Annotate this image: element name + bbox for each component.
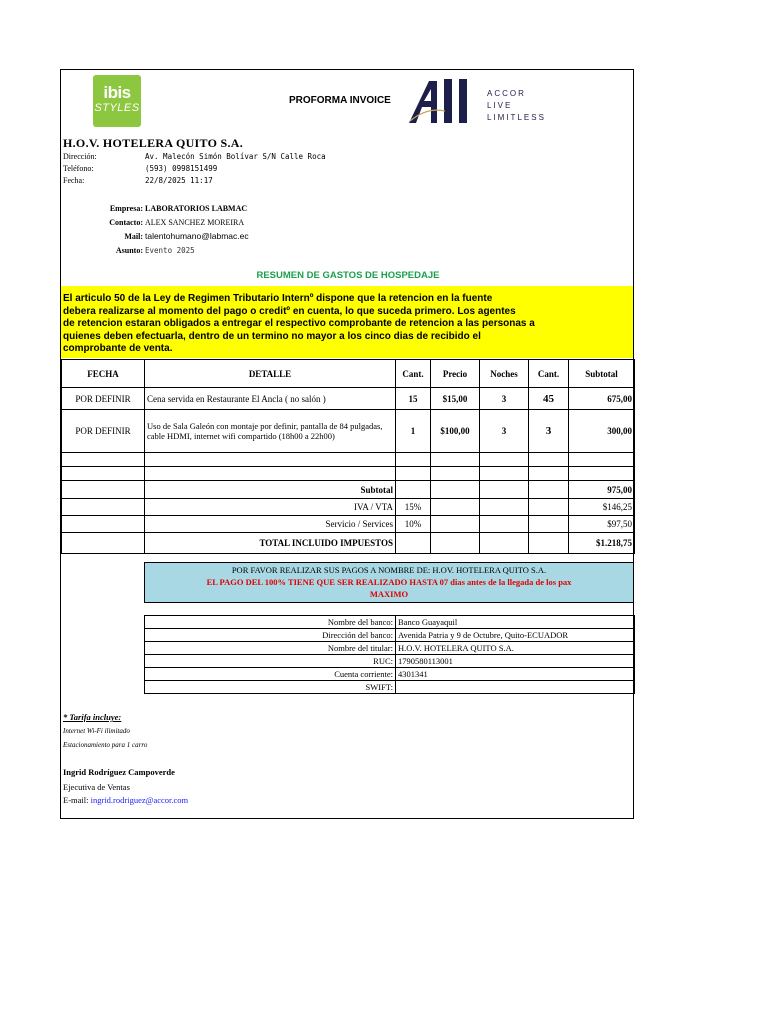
- bank-row: [145, 681, 635, 694]
- accor-tagline: [487, 88, 546, 124]
- invoice-sheet: [60, 69, 634, 819]
- cell-fecha: POR DEFINIR: [62, 388, 145, 410]
- charges-table: [61, 359, 635, 554]
- subtotal-row: [62, 481, 635, 499]
- servicio-row: [62, 516, 635, 533]
- accor-tagline-line3: LIMITLESS: [487, 113, 546, 122]
- tax-notice-line: comprobante de venta.: [63, 343, 173, 355]
- accor-tagline-line2: LIVE: [487, 101, 513, 110]
- servicio-value: $97,50: [569, 516, 635, 533]
- phone-value: (593) 0998151499: [145, 164, 218, 173]
- ruc-value: 1790580113001: [396, 655, 635, 668]
- tax-notice-line: de retencion estaran obligados a entregar el respectivo comprobante de retencion a las personas a: [63, 318, 535, 330]
- cell-cant2: 45: [529, 388, 569, 410]
- address-label: Dirección:: [63, 152, 97, 161]
- tax-notice-line: El articulo 50 de la Ley de Regimen Tributario Internº dispone que la retencion en la fuente: [63, 293, 493, 304]
- contacto-label: Contacto:: [109, 218, 143, 227]
- cell-precio: $15,00: [431, 388, 480, 410]
- col-header-cant2: Cant.: [529, 360, 569, 388]
- bank-row: [145, 655, 635, 668]
- date-label: Fecha:: [63, 176, 85, 185]
- accor-tagline-line1: ACCOR: [487, 89, 526, 98]
- subtotal-label: Subtotal: [145, 481, 396, 499]
- payment-warning: EL PAGO DEL 100% TIENE QUE SER REALIZADO HASTA 07 dias antes de la llegada de los pax: [206, 577, 572, 587]
- bank-row: [145, 642, 635, 655]
- mail-label: Mail:: [124, 232, 143, 241]
- ruc-label: RUC:: [145, 655, 396, 668]
- document-title: PROFORMA INVOICE: [289, 95, 391, 106]
- date-value: 22/8/2025 11:17: [145, 176, 213, 185]
- ibis-logo-line2: STYLES: [94, 102, 140, 114]
- bank-row: [145, 668, 635, 681]
- bank-address-label: Dirección del banco:: [145, 629, 396, 642]
- swift-value: [396, 681, 635, 694]
- iva-label: IVA / VTA: [145, 499, 396, 516]
- cell-subtotal: 675,00: [569, 388, 635, 410]
- iva-rate: 15%: [396, 499, 431, 516]
- cell-fecha: POR DEFINIR: [62, 410, 145, 453]
- total-value: $1.218,75: [569, 533, 635, 554]
- account-holder-label: Nombre del titular:: [145, 642, 396, 655]
- col-header-noches: Noches: [480, 360, 529, 388]
- account-holder-value: H.O.V. HOTELERA QUITO S.A.: [396, 642, 635, 655]
- bank-row: [145, 629, 635, 642]
- asunto-label: Asunto:: [115, 246, 143, 255]
- tax-notice: [61, 286, 633, 358]
- cell-cant2: 3: [529, 410, 569, 453]
- servicio-label: Servicio / Services: [145, 516, 396, 533]
- company-name: H.O.V. HOTELERA QUITO S.A.: [63, 136, 244, 150]
- rate-include-item: Internet Wi-Fi ilimitado: [63, 727, 130, 735]
- account-value: 4301341: [396, 668, 635, 681]
- summary-title: RESUMEN DE GASTOS DE HOSPEDAJE: [256, 270, 440, 281]
- signer-email-line: [63, 795, 188, 805]
- table-row: [62, 388, 635, 410]
- contacto-value: ALEX SANCHEZ MOREIRA: [145, 218, 245, 227]
- rate-includes-title: * Tarifa incluye:: [63, 712, 122, 722]
- email-label: E-mail:: [63, 795, 89, 805]
- total-row: [62, 533, 635, 554]
- cell-cant: 15: [396, 388, 431, 410]
- col-header-cant: Cant.: [396, 360, 431, 388]
- iva-value: $146,25: [569, 499, 635, 516]
- iva-row: [62, 499, 635, 516]
- phone-label: Teléfono:: [63, 164, 94, 173]
- empty-row: [62, 467, 635, 481]
- ibis-styles-logo: [93, 75, 141, 127]
- bank-name-label: Nombre del banco:: [145, 616, 396, 629]
- col-header-detalle: DETALLE: [145, 360, 396, 388]
- payment-instructions: [144, 562, 634, 603]
- table-header-row: [62, 360, 635, 388]
- cell-detalle: Cena servida en Restaurante El Ancla ( no salón ): [145, 388, 396, 410]
- signer-role: Ejecutiva de Ventas: [63, 782, 130, 792]
- mail-value[interactable]: talentohumano@labmac.ec: [145, 231, 249, 241]
- col-header-fecha: FECHA: [62, 360, 145, 388]
- empty-row: [62, 453, 635, 467]
- bank-row: [145, 616, 635, 629]
- rate-include-item: Estacionamiento para 1 carro: [63, 741, 148, 749]
- account-label: Cuenta corriente:: [145, 668, 396, 681]
- col-header-precio: Precio: [431, 360, 480, 388]
- subtotal-value: 975,00: [569, 481, 635, 499]
- signer-email-link[interactable]: ingrid.rodriguez@accor.com: [90, 795, 189, 805]
- payment-warning-cont: MAXIMO: [369, 589, 409, 599]
- servicio-rate: 10%: [396, 516, 431, 533]
- table-row: [62, 410, 635, 453]
- tax-notice-line: quienes deben efectuarla, dentro de un termino no mayor a los cinco dias de recibido el: [63, 330, 481, 342]
- cell-noches: 3: [480, 410, 529, 453]
- cell-cant: 1: [396, 410, 431, 453]
- cell-subtotal: 300,00: [569, 410, 635, 453]
- cell-noches: 3: [480, 388, 529, 410]
- empresa-value: LABORATORIOS LABMAC: [145, 204, 248, 213]
- payment-line1: POR FAVOR REALIZAR SUS PAGOS A NOMBRE DE: H.OV. HOTELERA QUITO S.A.: [231, 565, 547, 575]
- empresa-label: Empresa:: [109, 204, 143, 213]
- cell-precio: $100,00: [431, 410, 480, 453]
- bank-address-value: Avenida Patria y 9 de Octubre, Quito-ECUADOR: [396, 629, 635, 642]
- signer-name: Ingrid Rodríguez Campoverde: [63, 767, 175, 777]
- bank-name-value: Banco Guayaquil: [396, 616, 635, 629]
- address-value: Av. Malecón Simón Bolívar S/N Calle Roca: [145, 152, 326, 161]
- tax-notice-line: debera realizarse al momento del pago o creditº en cuenta, lo que suceda primero. Los agentes: [63, 305, 516, 317]
- swift-label: SWIFT:: [145, 681, 396, 694]
- asunto-value: Evento 2025: [145, 246, 195, 255]
- cell-detalle: Uso de Sala Galeón con montaje por definir, pantalla de 84 pulgadas, cable HDMI, internet wifi compartido (18h00 a 22h00): [145, 410, 396, 453]
- accor-all-logo-icon: [407, 77, 485, 125]
- ibis-logo-line1: ibis: [103, 83, 131, 102]
- bank-details-table: [144, 615, 635, 694]
- total-label: TOTAL INCLUIDO IMPUESTOS: [145, 533, 396, 554]
- col-header-subtotal: Subtotal: [569, 360, 635, 388]
